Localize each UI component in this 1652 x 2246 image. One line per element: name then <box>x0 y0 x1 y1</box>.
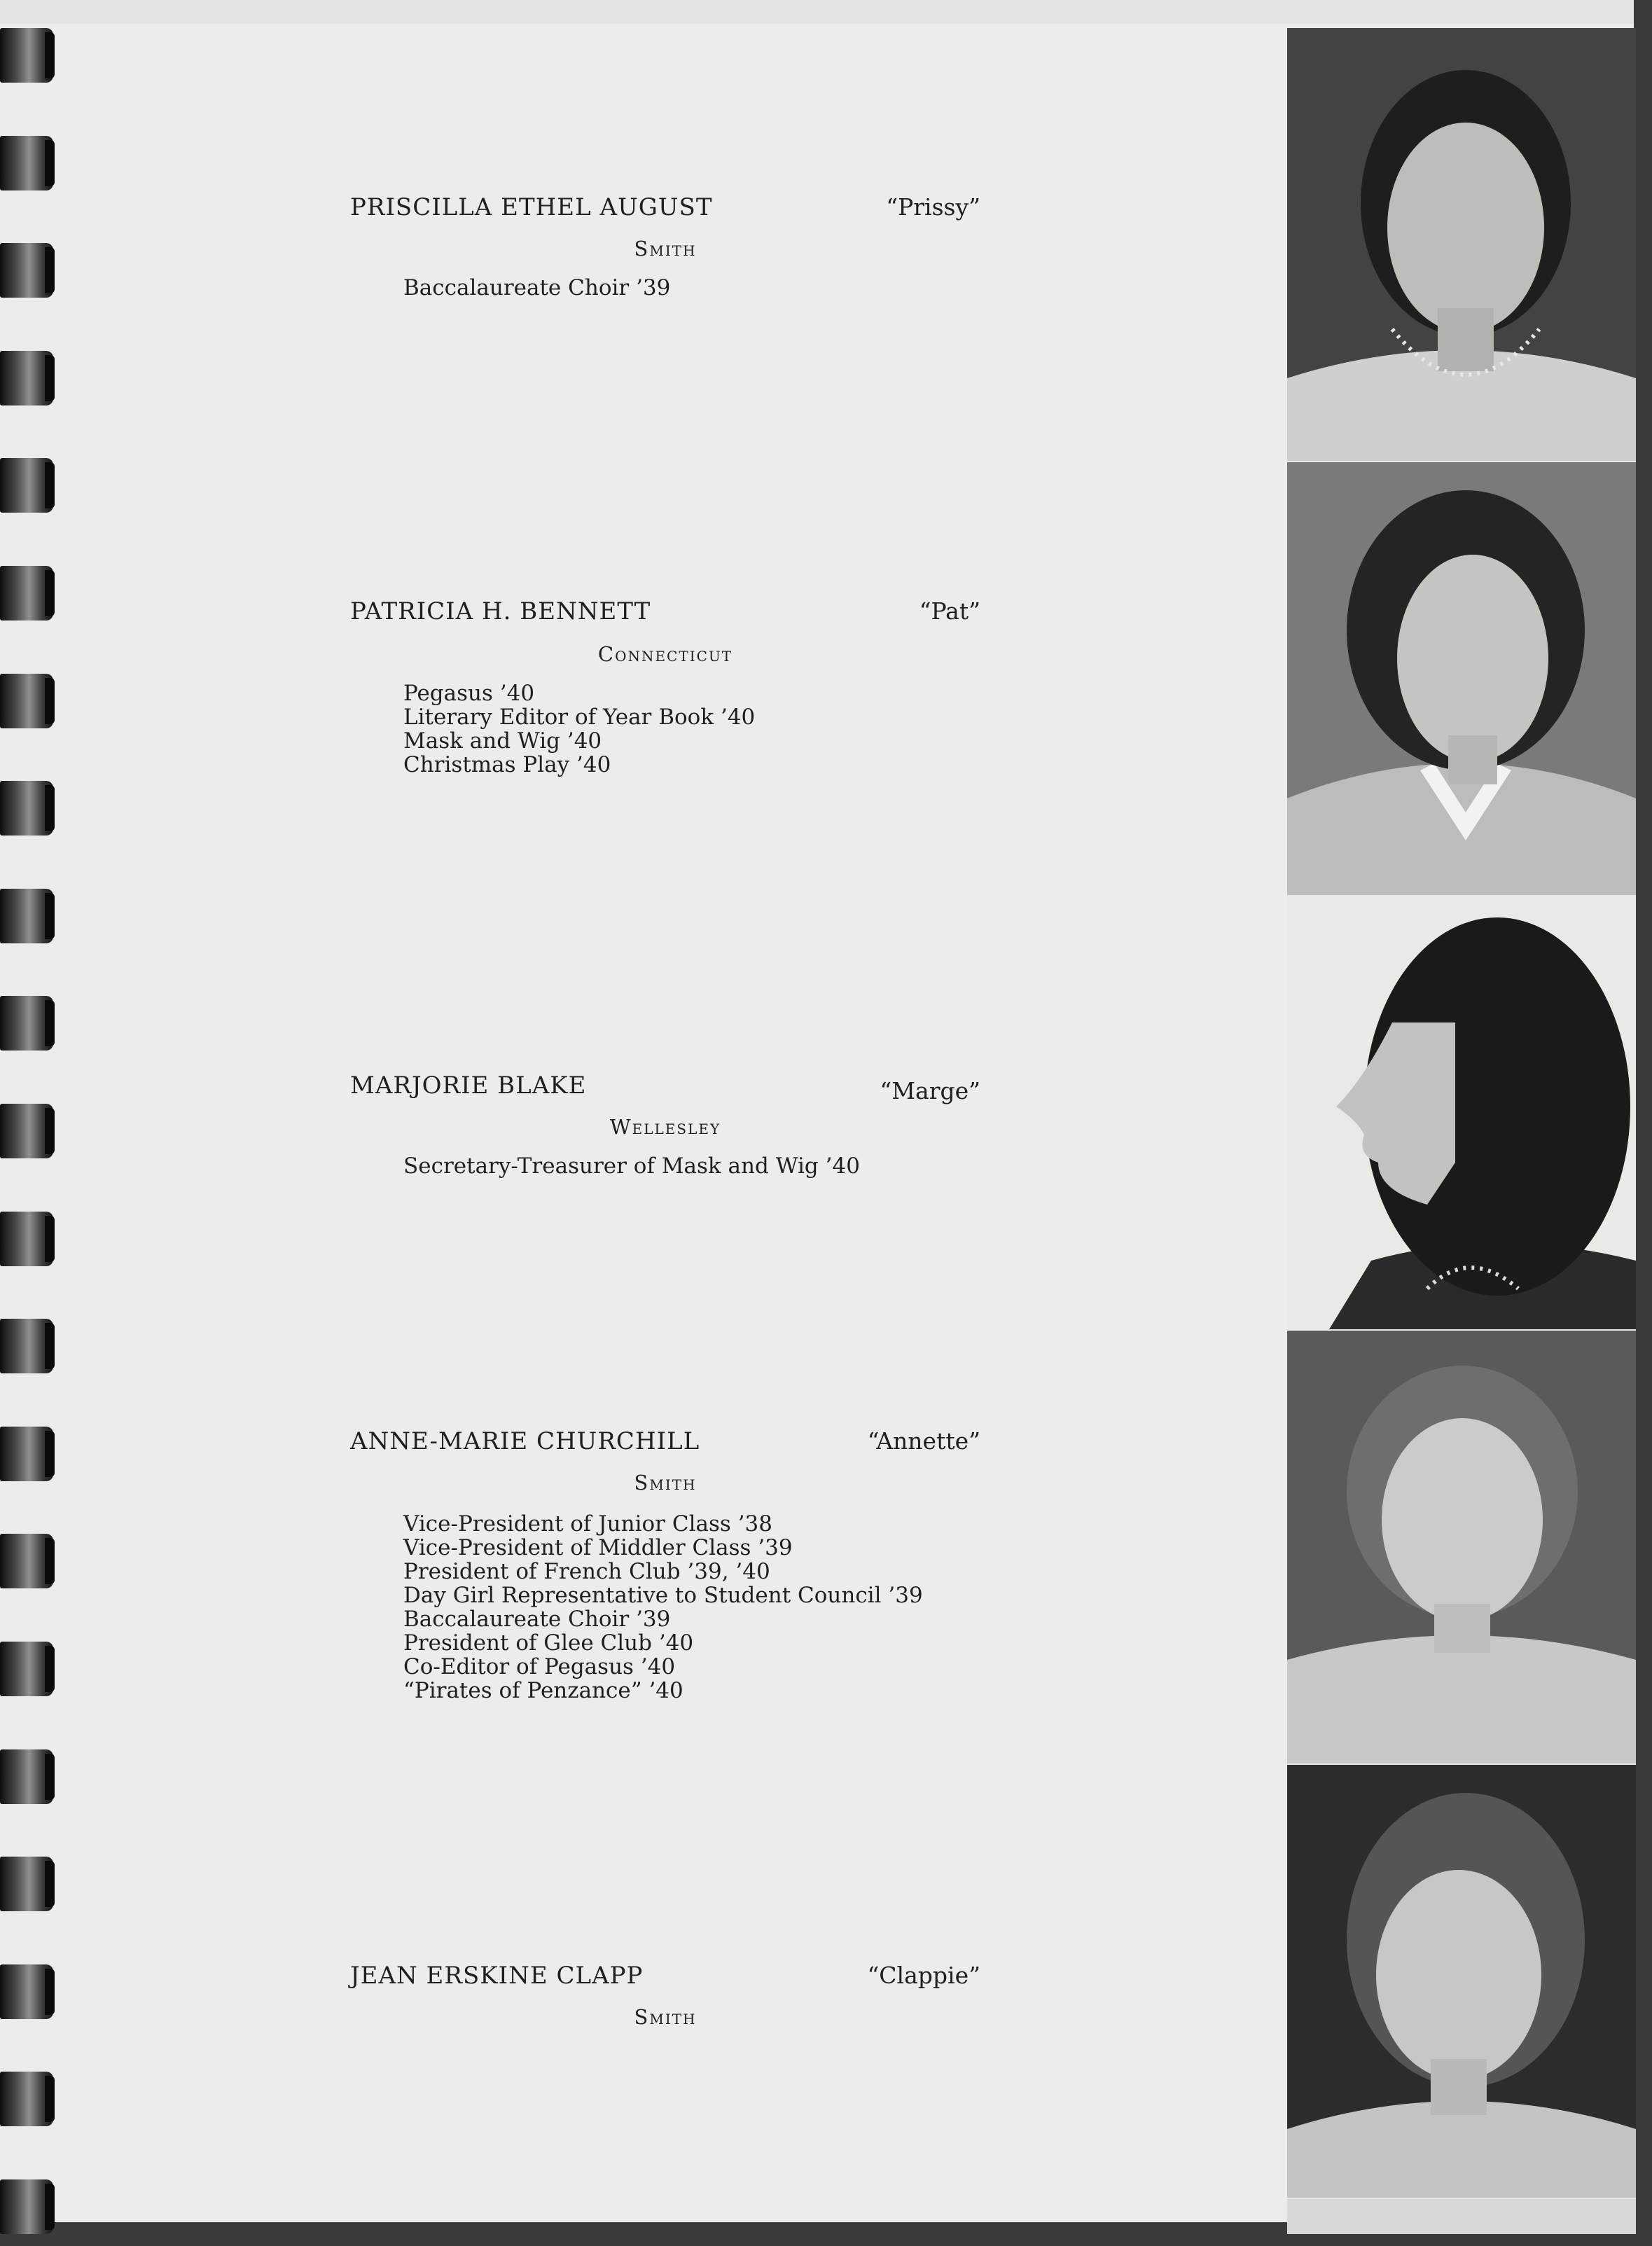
college-name: Smith <box>634 2005 697 2029</box>
binding-ring-icon <box>0 1749 53 1804</box>
activity-item: Day Girl Representative to Student Council ’39 <box>403 1583 923 1608</box>
college-name: Connecticut <box>597 642 733 666</box>
student-name: PATRICIA H. BENNETT <box>350 597 651 625</box>
binding-ring-icon <box>0 1642 53 1696</box>
student-nickname: “Marge” <box>880 1077 980 1104</box>
binding-ring-icon <box>0 351 53 405</box>
binding-ring-icon <box>0 2072 53 2126</box>
activity-item: Mask and Wig ’40 <box>403 728 602 754</box>
binding-ring-icon <box>0 1319 53 1373</box>
activities-list <box>403 1154 860 1178</box>
activities-list <box>403 1512 923 1703</box>
binding-ring-icon <box>0 781 53 836</box>
spiral-binding <box>0 28 59 2234</box>
activity-item: Pegasus ’40 <box>403 681 535 706</box>
activity-item: Baccalaureate Choir ’39 <box>403 275 671 300</box>
student-nickname: “Pat” <box>919 597 980 625</box>
activity-item: Co-Editor of Pegasus ’40 <box>403 1654 676 1679</box>
binding-ring-icon <box>0 566 53 621</box>
student-nickname: “Prissy” <box>886 193 980 221</box>
activity-item: Vice-President of Junior Class ’38 <box>403 1511 772 1537</box>
binding-ring-icon <box>0 674 53 728</box>
binding-ring-icon <box>0 1212 53 1266</box>
portrait-column <box>1287 28 1636 2234</box>
activity-item: Literary Editor of Year Book ’40 <box>403 705 756 730</box>
binding-ring-icon <box>0 28 53 83</box>
activity-item: “Pirates of Penzance” ’40 <box>403 1678 683 1703</box>
student-nickname: “Clappie” <box>867 1962 980 1989</box>
portrait-photo-icon <box>1287 28 1636 462</box>
activity-item: President of French Club ’39, ’40 <box>403 1559 770 1584</box>
student-name: JEAN ERSKINE CLAPP <box>350 1962 644 1990</box>
college-name: Wellesley <box>609 1115 721 1139</box>
activity-item: Baccalaureate Choir ’39 <box>403 1607 671 1632</box>
binding-ring-icon <box>0 136 53 190</box>
activity-item: Secretary-Treasurer of Mask and Wig ’40 <box>403 1153 860 1179</box>
student-name: MARJORIE BLAKE <box>350 1072 587 1100</box>
portrait-photo-icon <box>1287 1331 1636 1765</box>
binding-ring-icon <box>0 1427 53 1481</box>
binding-ring-icon <box>0 458 53 513</box>
student-name: PRISCILLA ETHEL AUGUST <box>350 193 713 221</box>
portrait-photo-icon <box>1287 1765 1636 2199</box>
portrait-photo-icon <box>1287 462 1636 896</box>
binding-ring-icon <box>0 1534 53 1588</box>
profile-portrait-photo-icon <box>1287 896 1636 1331</box>
binding-ring-icon <box>0 243 53 298</box>
student-name: ANNE-MARIE CHURCHILL <box>350 1427 700 1455</box>
binding-ring-icon <box>0 1964 53 2019</box>
page-right-edge <box>1634 0 1652 2246</box>
binding-ring-icon <box>0 996 53 1051</box>
college-name: Smith <box>634 1471 697 1495</box>
college-name: Smith <box>634 237 697 261</box>
activities-list <box>403 681 755 777</box>
activity-item: Christmas Play ’40 <box>403 752 611 777</box>
binding-ring-icon <box>0 889 53 943</box>
binding-ring-icon <box>0 2179 53 2234</box>
activities-list <box>403 276 670 300</box>
activity-item: Vice-President of Middler Class ’39 <box>403 1535 793 1560</box>
activity-item: President of Glee Club ’40 <box>403 1630 694 1656</box>
binding-ring-icon <box>0 1104 53 1158</box>
page-top-edge <box>0 0 1652 24</box>
binding-ring-icon <box>0 1857 53 1911</box>
student-nickname: “Annette” <box>867 1427 980 1455</box>
